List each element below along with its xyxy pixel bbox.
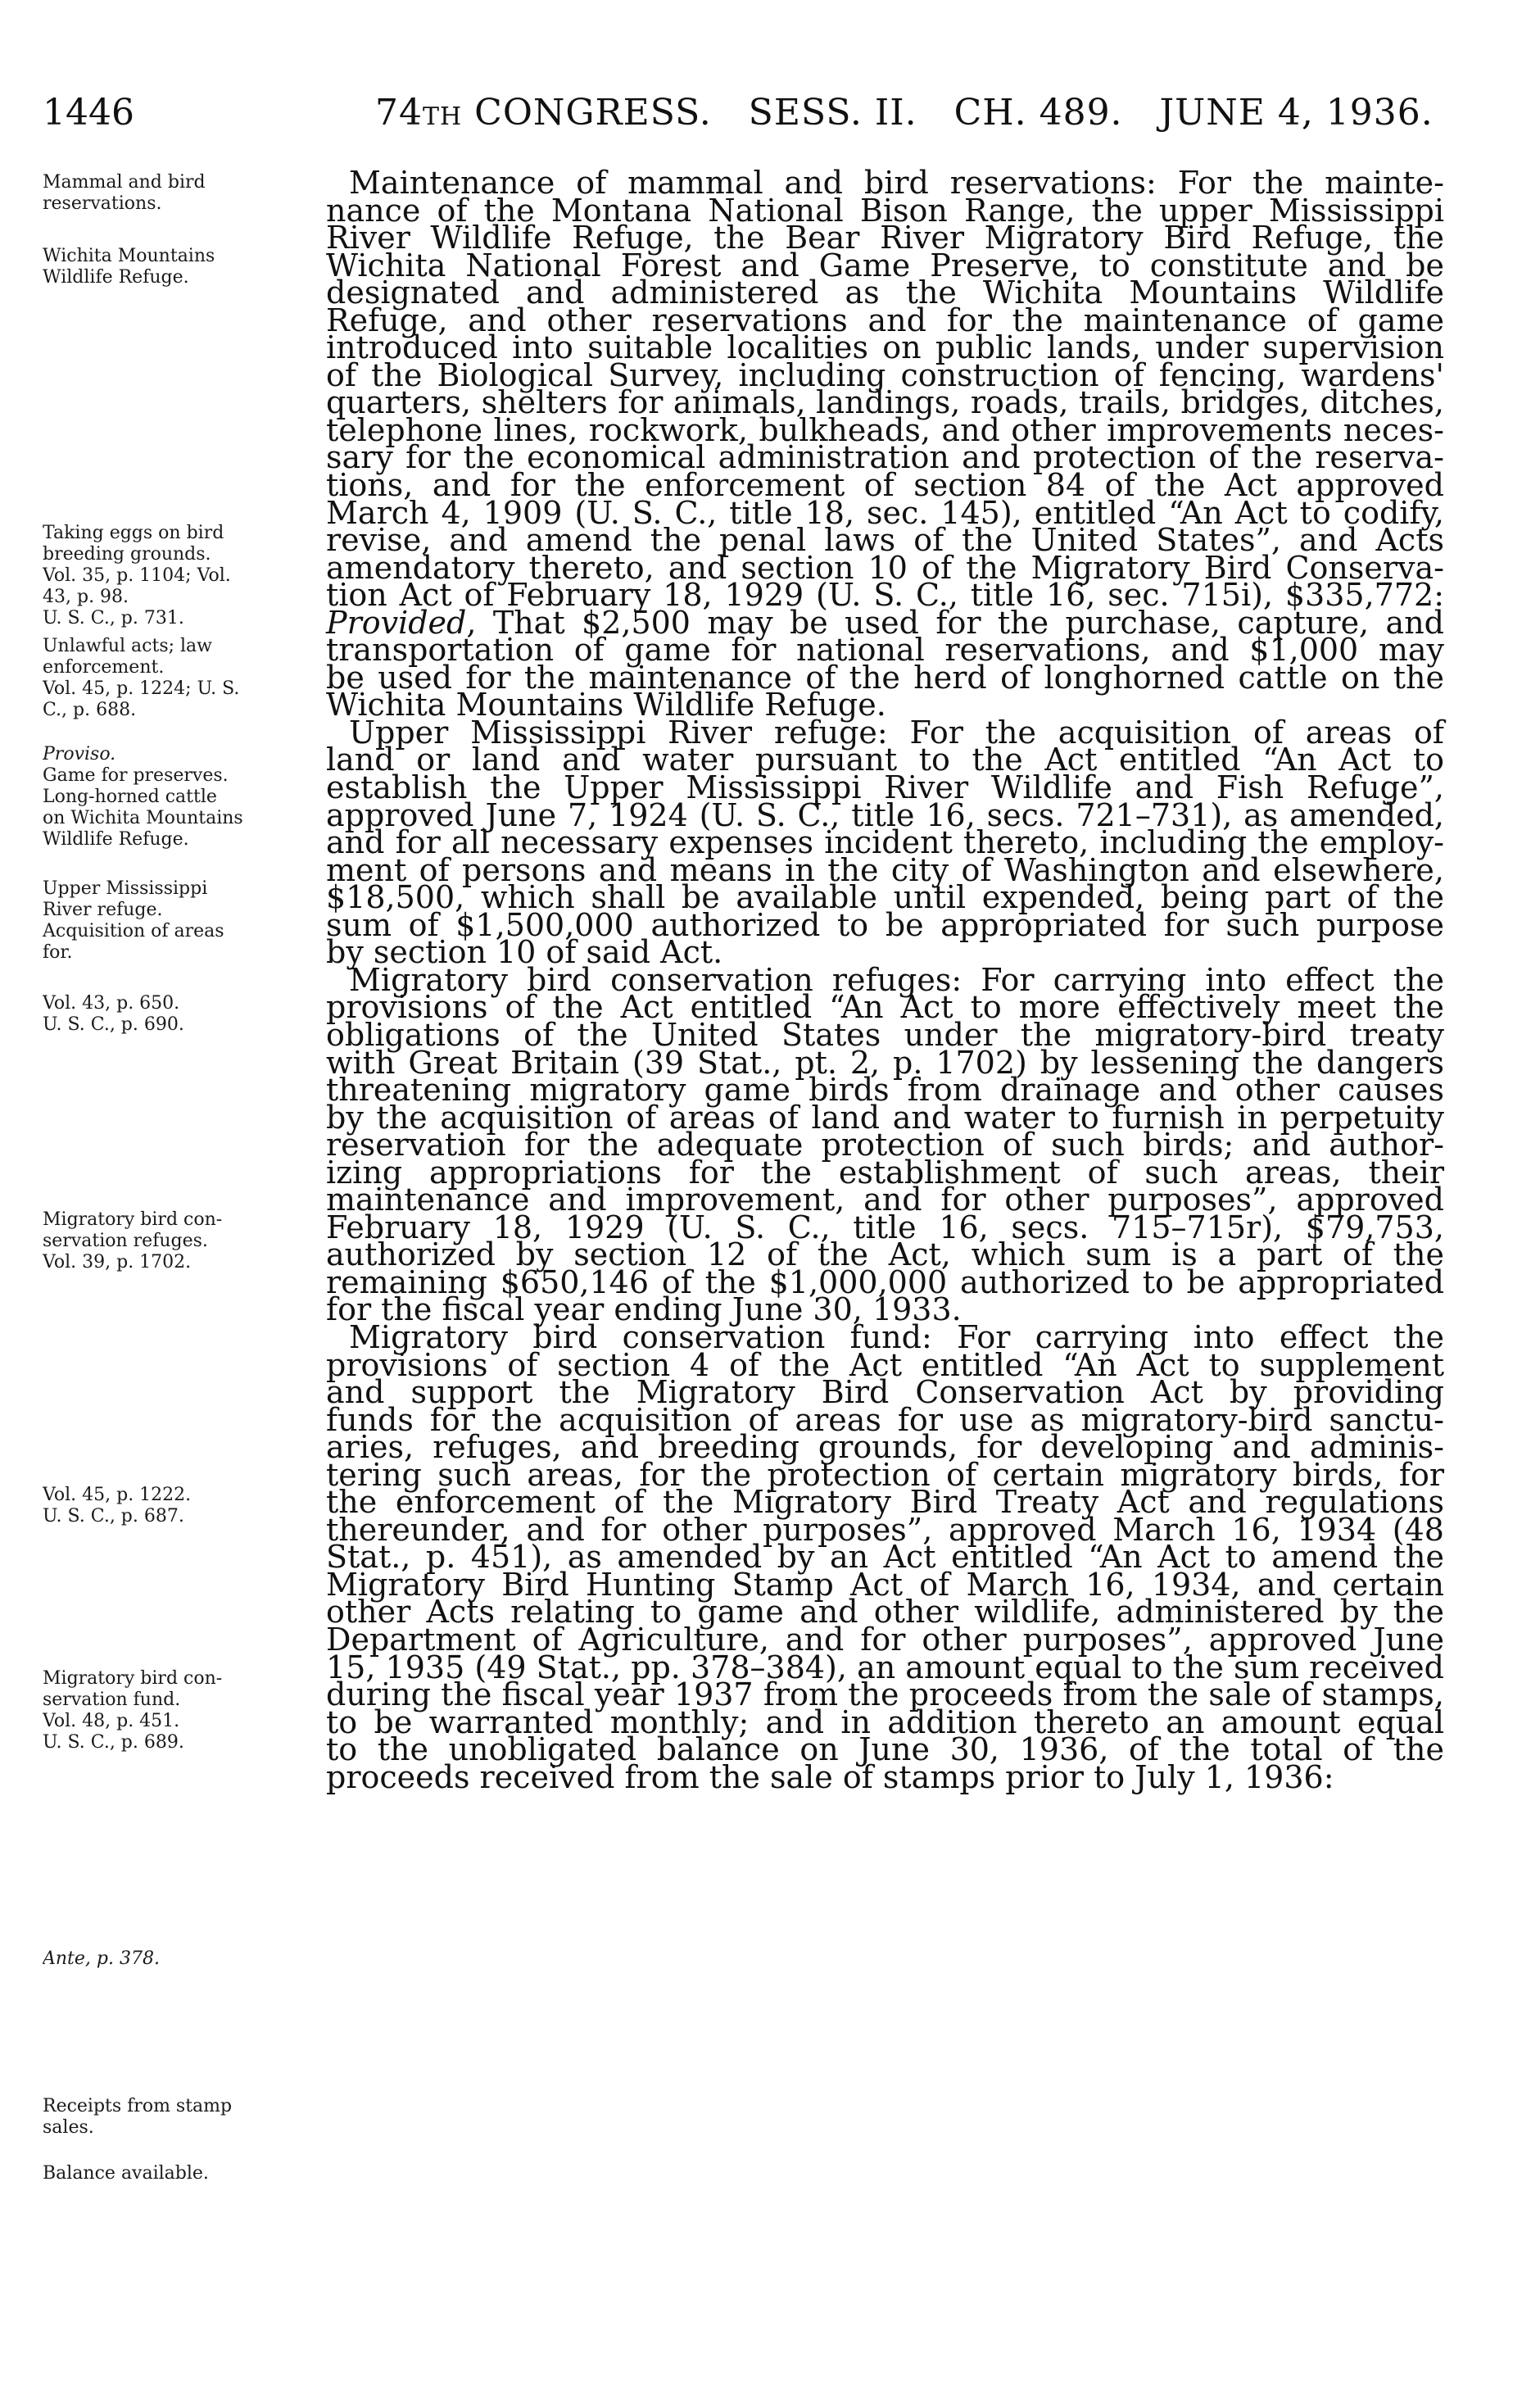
body-line: during the fiscal year 1937 from the proceeds from the sale of stamps, [326, 1676, 1444, 1713]
margin-note [43, 2163, 321, 2184]
body-line: reservation for the adequate protection of such birds; and author- [326, 1127, 1444, 1164]
body-line: introduced into suitable localities on public lands, under supervision [326, 329, 1444, 366]
margin-note-line: U. S. C., p. 689. [43, 1732, 184, 1753]
body-line: provisions of section 4 of the Act entitled “An Act to supplement [326, 1346, 1444, 1383]
margin-note-line: servation fund. [43, 1690, 181, 1710]
body-line: be used for the maintenance of the herd of longhorned cattle on the [326, 659, 1444, 696]
margin-note-line: sales. [43, 2117, 94, 2138]
body-line: remaining $650,146 of the $1,000,000 authorized to be appropriated [326, 1263, 1444, 1300]
margin-note [43, 523, 321, 629]
body-line: sum of $1,500,000 authorized to be appropriated for such purpose [326, 906, 1444, 943]
margin-note-line: U. S. C., p. 687. [43, 1506, 184, 1526]
body-line: River Wildlife Refuge, the Bear River Migratory Bird Refuge, the [326, 220, 1444, 256]
margin-note-line: enforcement. [43, 657, 165, 678]
body-line: Maintenance of mammal and bird reservations: For the mainte- [349, 165, 1444, 201]
margin-note [43, 744, 321, 787]
body-line: Upper Mississippi River refuge: For the acquisition of areas of [349, 714, 1444, 751]
margin-note-line: on Wichita Mountains [43, 808, 243, 828]
margin-note-line: Vol. 43, p. 650. [43, 993, 180, 1014]
margin-note [43, 246, 321, 288]
body-line: tering such areas, for the protection of certain migratory birds, for [326, 1456, 1444, 1493]
body-line: izing appropriations for the establishment of such areas, their [326, 1154, 1444, 1191]
margin-note-line: Vol. 48, p. 451. [43, 1711, 180, 1731]
margin-note-line: Taking eggs on bird [43, 523, 224, 543]
margin-note [43, 878, 321, 921]
body-line: by the acquisition of areas of land and water to furnish in perpetuity [326, 1099, 1444, 1136]
margin-note-line: Wildlife Refuge. [43, 829, 189, 850]
body-line: Provided, That $2,500 may be used for the purchase, capture, and [326, 604, 1444, 641]
body-line: establish the Upper Mississippi River Wildlife and Fish Refuge”, [326, 769, 1444, 806]
margin-note-line: Unlawful acts; law [43, 636, 212, 656]
margin-note-line: reservations. [43, 193, 162, 214]
proviso-word: Provided [326, 604, 467, 641]
margin-note-line: Proviso. [43, 744, 116, 764]
body-line: revise, and amend the penal laws of the United States”, and Acts [326, 522, 1444, 559]
body-line: to be warranted monthly; and in addition thereto an amount equal [326, 1703, 1444, 1740]
margin-note-line: for. [43, 942, 73, 963]
body-line: amendatory thereto, and section 10 of the Migratory Bird Conserva- [326, 549, 1444, 586]
margin-note-line: Wichita Mountains [43, 246, 215, 266]
margin-note-line: Acquisition of areas [43, 921, 224, 941]
margin-note [43, 1209, 321, 1273]
margin-note-line: Long-horned cattle [43, 787, 217, 807]
body-line: aries, refuges, and breeding grounds, for developing and adminis- [326, 1429, 1444, 1466]
body-line: provisions of the Act entitled “An Act to more effectively meet the [326, 989, 1444, 1026]
margin-note-line: 43, p. 98. [43, 587, 129, 607]
body-line: Migratory Bird Hunting Stamp Act of March 16, 1934, and certain [326, 1566, 1444, 1603]
margin-note-line: Migratory bird con- [43, 1668, 223, 1689]
margin-note [43, 787, 321, 851]
body-line: thereunder, and for other purposes”, approved March 16, 1934 (48 [326, 1511, 1444, 1548]
body-line: to the unobligated balance on June 30, 1936, of the total of the [326, 1731, 1444, 1768]
body-line: Wichita Mountains Wildlife Refuge. [326, 687, 886, 724]
margin-note-line: C., p. 688. [43, 700, 137, 720]
margin-note-line: Vol. 39, p. 1702. [43, 1252, 192, 1272]
body-line: with Great Britain (39 Stat., pt. 2, p. 1702) by lessening the dangers [326, 1044, 1444, 1081]
body-line: other Acts relating to game and other wildlife, administered by the [326, 1594, 1444, 1631]
body-line: Department of Agriculture, and for other purposes”, approved June [326, 1621, 1444, 1658]
margin-note [43, 1668, 321, 1753]
body-line: February 18, 1929 (U. S. C., title 16, secs. 715–715r), $79,753, [326, 1209, 1444, 1245]
margin-note-line: Balance available. [43, 2163, 209, 2184]
body-line: Migratory bird conservation refuges: For carrying into effect the [349, 961, 1444, 998]
body-line: for the fiscal year ending June 30, 1933. [326, 1291, 962, 1328]
body-line: funds for the acquisition of areas for use as migratory-bird sanctu- [326, 1401, 1444, 1438]
body-line: Wichita National Forest and Game Preserve, to constitute and be [326, 247, 1444, 284]
margin-note [43, 921, 321, 964]
body-line: Stat., p. 451), as amended by an Act entitled “An Act to amend the [326, 1539, 1444, 1576]
body-line: the enforcement of the Migratory Bird Treaty Act and regulations [326, 1484, 1444, 1521]
margin-note-line: Migratory bird con- [43, 1209, 223, 1230]
body-line: $18,500, which shall be available until expended, being part of the [326, 879, 1444, 916]
margin-note-line: breeding grounds. [43, 544, 211, 565]
body-text [326, 165, 1444, 1795]
body-line: land or land and water pursuant to the Act entitled “An Act to [326, 742, 1444, 778]
running-title [375, 88, 1434, 138]
margin-note-line: Vol. 45, p. 1224; U. S. [43, 678, 240, 699]
body-line: and support the Migratory Bird Conservation Act by providing [326, 1374, 1444, 1411]
margin-note [43, 1485, 321, 1527]
body-line: Migratory bird conservation fund: For carrying into effect the [349, 1318, 1444, 1355]
body-line: designated and administered as the Wichita Mountains Wildlife [326, 274, 1444, 311]
body-line: authorized by section 12 of the Act, which sum is a part of the [326, 1236, 1444, 1273]
body-line: March 4, 1909 (U. S. C., title 18, sec. 145), entitled “An Act to codify, [326, 494, 1444, 531]
body-line: ment of persons and means in the city of Washington and elsewhere, [326, 851, 1444, 888]
margin-note-line: U. S. C., p. 690. [43, 1014, 184, 1035]
body-line: of the Biological Survey, including construction of fencing, wardens' [326, 356, 1444, 393]
body-line: transportation of game for national reservations, and $1,000 may [326, 632, 1444, 669]
body-line: maintenance and improvement, and for other purposes”, approved [326, 1182, 1444, 1218]
margin-note-line: Upper Mississippi [43, 878, 208, 899]
body-line: telephone lines, rockwork, bulkheads, and other improvements neces- [326, 411, 1444, 448]
body-line: tion Act of February 18, 1929 (U. S. C., title 16, sec. 715i), $335,772: [326, 577, 1444, 614]
body-line: by section 10 of said Act. [326, 934, 723, 971]
margin-note-line: Mammal and bird [43, 172, 206, 193]
body-line: and for all necessary expenses incident thereto, including the employ- [326, 824, 1444, 861]
congress-ordinal-suffix: TH [423, 102, 463, 131]
page-number: 1446 [43, 92, 134, 134]
body-line: obligations of the United States under the migratory-bird treaty [326, 1016, 1444, 1053]
margin-note-line: Receipts from stamp [43, 2096, 233, 2116]
body-line: approved June 7, 1924 (U. S. C., title 16, secs. 721–731), as amended, [326, 796, 1444, 833]
body-line: nance of the Montana National Bison Range, the upper Mississippi [326, 192, 1444, 229]
margin-note-line: River refuge. [43, 900, 163, 920]
margin-note-line: Wildlife Refuge. [43, 267, 189, 288]
margin-note [43, 636, 321, 721]
margin-note [43, 993, 321, 1036]
body-line: sary for the economical administration and protection of the reserva- [326, 439, 1444, 476]
margin-note-line: U. S. C., p. 731. [43, 608, 184, 628]
body-line: threatening migratory game birds from drainage and other causes [326, 1072, 1444, 1109]
margin-note-line: servation refuges. [43, 1231, 208, 1251]
session-chapter-date: CONGRESS. SESS. II. CH. 489. JUNE 4, 1936. [462, 92, 1434, 134]
margin-note-line: Ante, p. 378. [43, 1948, 160, 1969]
body-line: quarters, shelters for animals, landings, roads, trails, bridges, ditches, [326, 384, 1444, 421]
margin-note [43, 2096, 321, 2139]
margin-note-line: Game for preserves. [43, 765, 229, 786]
body-line: Refuge, and other reservations and for the maintenance of game [326, 302, 1444, 338]
body-line: tions, and for the enforcement of section 84 of the Act approved [326, 467, 1444, 504]
margin-note [43, 172, 321, 215]
margin-note [43, 1948, 321, 1970]
congress-number: 74 [375, 92, 423, 134]
margin-note-line: Vol. 45, p. 1222. [43, 1485, 192, 1505]
body-line: proceeds received from the sale of stamps prior to July 1, 1936: [326, 1758, 1334, 1795]
body-line: 15, 1935 (49 Stat., pp. 378–384), an amount equal to the sum received [326, 1649, 1444, 1685]
margin-note-line: Vol. 35, p. 1104; Vol. [43, 565, 231, 586]
